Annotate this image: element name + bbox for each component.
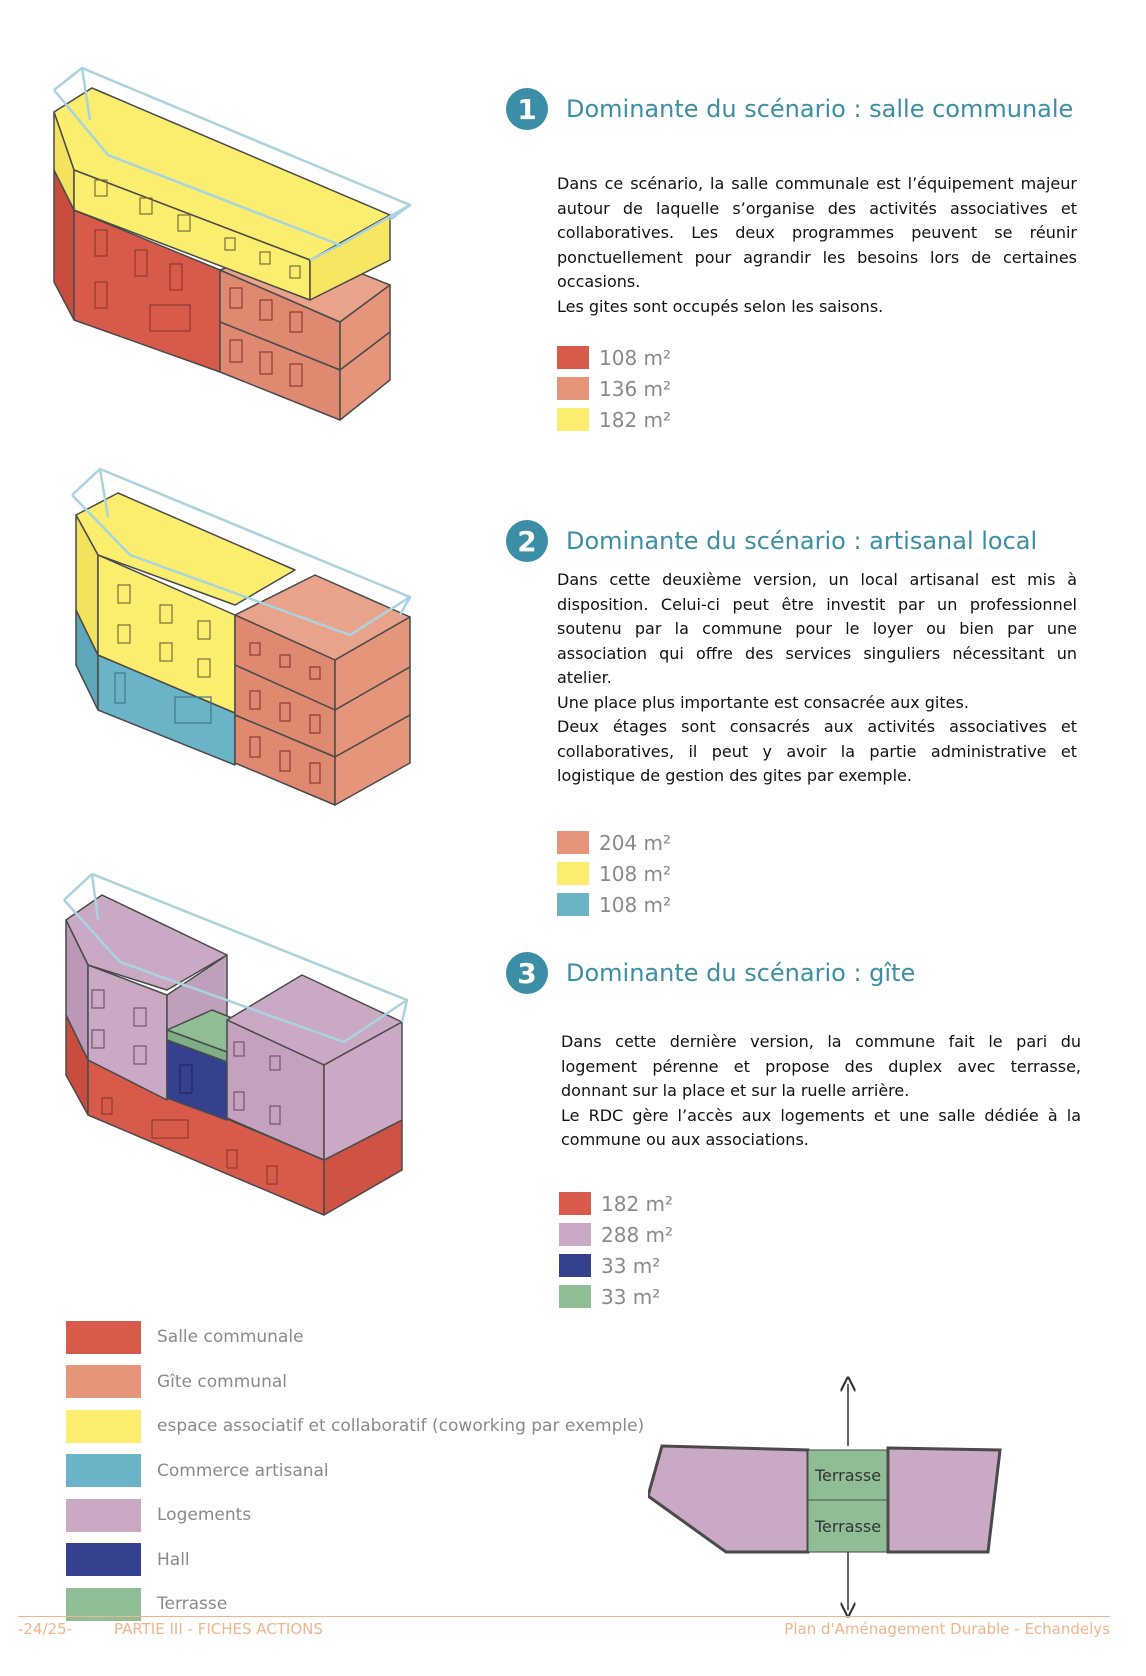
scenario-1-areas bbox=[557, 342, 671, 435]
legend-swatch bbox=[66, 1454, 141, 1487]
area-value: 288 m² bbox=[601, 1222, 674, 1247]
legend-swatch bbox=[66, 1365, 141, 1398]
paragraph: Les gites sont occupés selon les saisons. bbox=[557, 296, 884, 316]
legend-item bbox=[66, 1315, 644, 1360]
color-swatch bbox=[557, 408, 589, 431]
legend-item bbox=[66, 1493, 644, 1538]
area-row bbox=[557, 858, 671, 889]
scenario-2-header bbox=[506, 520, 1037, 562]
plan-terrasse-top-label: Terrasse bbox=[814, 1466, 882, 1485]
scenario-1-header bbox=[506, 88, 1073, 130]
isometric-diagram-scenario-3 bbox=[62, 870, 432, 1230]
color-swatch bbox=[557, 862, 589, 885]
legend-label: Salle communale bbox=[157, 1327, 304, 1348]
scenario-3-title: Dominante du scénario : gîte bbox=[566, 959, 916, 987]
paragraph: Une place plus importante est consacrée aux gites. bbox=[557, 692, 969, 712]
paragraph: Le RDC gère l’accès aux logements et une salle dédiée à la commune ou aux associations. bbox=[561, 1105, 1081, 1149]
legend-swatch bbox=[66, 1321, 141, 1354]
area-value: 182 m² bbox=[599, 407, 672, 432]
color-swatch bbox=[559, 1285, 591, 1308]
scenario-3-header bbox=[506, 952, 915, 994]
legend-label: Commerce artisanal bbox=[157, 1460, 329, 1481]
legend-item bbox=[66, 1449, 644, 1494]
color-swatch bbox=[557, 893, 589, 916]
color-swatch bbox=[557, 831, 589, 854]
area-row bbox=[559, 1219, 673, 1250]
legend-label: espace associatif et collaboratif (coworking par exemple) bbox=[157, 1416, 645, 1437]
area-row bbox=[559, 1188, 673, 1219]
legend-label: Gîte communal bbox=[157, 1371, 287, 1392]
area-row bbox=[557, 373, 671, 404]
legend-item bbox=[66, 1360, 644, 1405]
area-row bbox=[557, 342, 671, 373]
plan-terrasse-bottom-label: Terrasse bbox=[814, 1517, 882, 1536]
scenario-1-title: Dominante du scénario : salle communale bbox=[566, 95, 1074, 123]
scenario-1-number: 1 bbox=[506, 88, 548, 130]
footer-section: PARTIE III - FICHES ACTIONS bbox=[114, 1620, 323, 1638]
area-row bbox=[559, 1281, 673, 1312]
area-value: 108 m² bbox=[599, 345, 672, 370]
area-value: 182 m² bbox=[601, 1191, 674, 1216]
color-swatch bbox=[559, 1254, 591, 1277]
plan-logement-left bbox=[648, 1446, 808, 1552]
plan-view-diagram bbox=[648, 1360, 1048, 1620]
color-swatch bbox=[557, 377, 589, 400]
area-value: 108 m² bbox=[599, 861, 672, 886]
page-footer bbox=[0, 1614, 1146, 1644]
scenario-1-description bbox=[557, 172, 1077, 319]
color-swatch bbox=[559, 1192, 591, 1215]
legend-label: Terrasse bbox=[157, 1594, 228, 1615]
area-value: 33 m² bbox=[601, 1284, 661, 1309]
area-row bbox=[557, 404, 671, 435]
scenario-2-title: Dominante du scénario : artisanal local bbox=[566, 527, 1038, 555]
footer-document-title: Plan d'Aménagement Durable - Echandelys bbox=[784, 1620, 1110, 1638]
area-row bbox=[559, 1250, 673, 1281]
legend-swatch bbox=[66, 1543, 141, 1576]
color-swatch bbox=[557, 346, 589, 369]
scenario-2-areas bbox=[557, 827, 671, 920]
area-value: 108 m² bbox=[599, 892, 672, 917]
legend-label: Logements bbox=[157, 1505, 252, 1526]
paragraph: Deux étages sont consacrés aux activités associatives et collaboratives, il peut y avoir la partie administrative et logistique de gestion des gites par exemple. bbox=[557, 717, 1077, 785]
color-legend bbox=[66, 1315, 644, 1627]
area-value: 33 m² bbox=[601, 1253, 661, 1278]
scenario-2-description bbox=[557, 568, 1077, 789]
isometric-diagram-scenario-2 bbox=[70, 465, 430, 835]
scenario-3-description bbox=[561, 1030, 1081, 1153]
color-swatch bbox=[559, 1223, 591, 1246]
legend-item bbox=[66, 1404, 644, 1449]
paragraph: Dans cette dernière version, la commune fait le pari du logement pérenne et propose des duplex avec terrasse, donnant sur la place et sur la ruelle arrière. bbox=[561, 1032, 1081, 1100]
scenario-3-areas bbox=[559, 1188, 673, 1312]
area-row bbox=[557, 827, 671, 858]
scenario-2-number: 2 bbox=[506, 520, 548, 562]
paragraph: Dans cette deuxième version, un local artisanal est mis à disposition. Celui-ci peut être investit par un professionnel soutenu par la commune pour le loyer ou bien par une association qui offre des services singuliers nécessitant un atelier. bbox=[557, 570, 1077, 687]
scenario-3-number: 3 bbox=[506, 952, 548, 994]
area-value: 136 m² bbox=[599, 376, 672, 401]
legend-swatch bbox=[66, 1499, 141, 1532]
area-row bbox=[557, 889, 671, 920]
legend-item bbox=[66, 1538, 644, 1583]
area-value: 204 m² bbox=[599, 830, 672, 855]
legend-label: Hall bbox=[157, 1549, 190, 1570]
isometric-diagram-scenario-1 bbox=[50, 60, 430, 440]
page-number: -24/25- bbox=[18, 1620, 73, 1638]
footer-divider bbox=[18, 1616, 1110, 1617]
legend-swatch bbox=[66, 1410, 141, 1443]
paragraph: Dans ce scénario, la salle communale est l’équipement majeur autour de laquelle s’organise des activités associatives et collaboratives. Les deux programmes peuvent se réunir ponctuellement pour agrandir les besoins lors de certaines occasions. bbox=[557, 174, 1077, 291]
plan-logement-right bbox=[888, 1448, 1000, 1552]
